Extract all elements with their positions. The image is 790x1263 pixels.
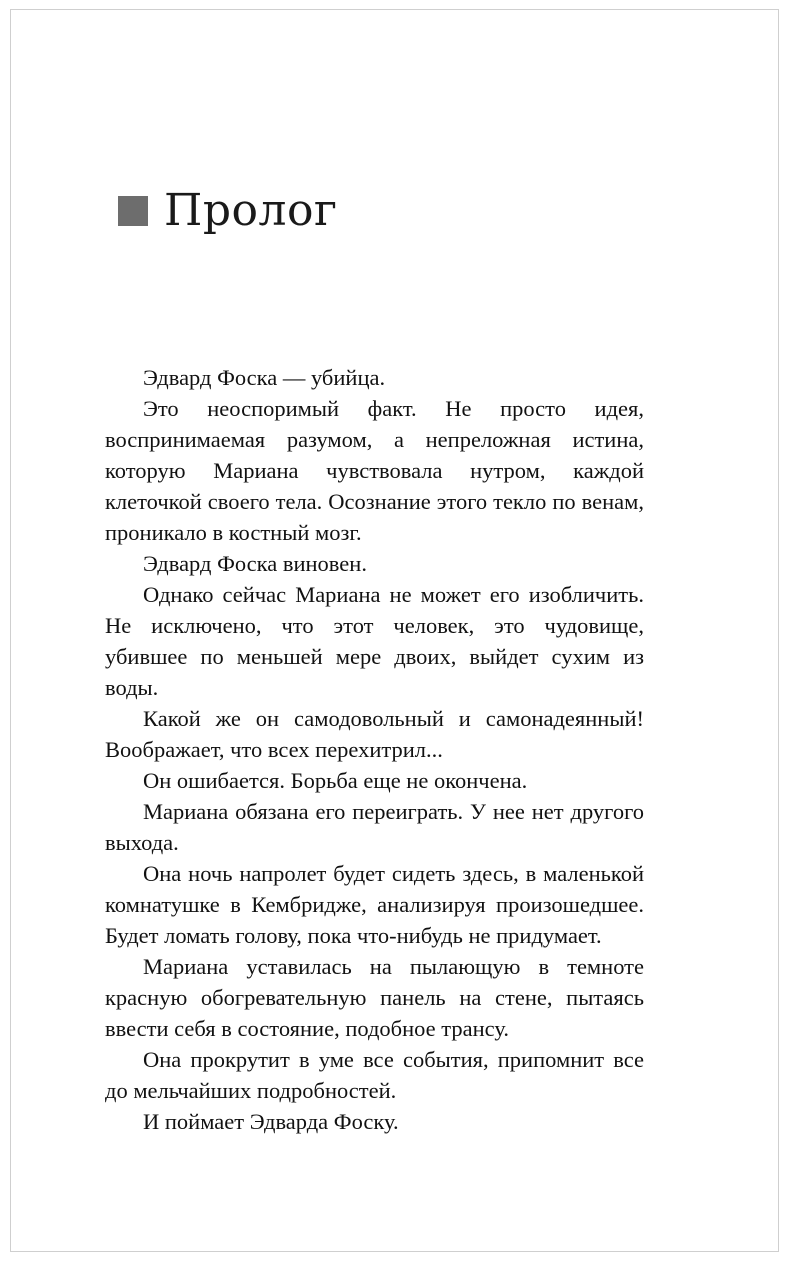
paragraph: Она прокрутит в уме все события, припомнит все до мельчайших подробностей. (105, 1047, 644, 1103)
square-bullet-icon (118, 196, 148, 226)
paragraph: Она ночь напролет будет сидеть здесь, в маленькой комнатушке в Кембридже, анализируя произошедшее. Будет ломать голову, пока что-нибудь не придумает. (105, 861, 644, 948)
chapter-body (105, 362, 644, 1137)
paragraph: Он ошибается. Борьба еще не окончена. (143, 768, 528, 793)
chapter-heading (118, 178, 338, 244)
paragraph: Однако сейчас Мариана не может его изобличить. Не исключено, что этот человек, это чудовище, убившее по меньшей мере двоих, выйдет сухим из воды. (105, 582, 644, 700)
paragraph: Эдвард Фоска виновен. (143, 551, 367, 576)
paragraph: Это неоспоримый факт. Не просто идея, воспринимаемая разумом, а непреложная истина, которую Мариана чувствовала нутром, каждой клеточкой своего тела. Осознание этого текло по венам, проникало в костный мозг. (105, 396, 644, 545)
paragraph: Эдвард Фоска — убийца. (143, 365, 386, 390)
chapter-title: Пролог (164, 185, 338, 236)
paragraph: Какой же он самодовольный и самонадеянный! Воображает, что всех перехитрил... (105, 706, 644, 762)
paragraph: Мариана обязана его переиграть. У нее нет другого выхода. (105, 799, 644, 855)
paragraph: И поймает Эдварда Фоску. (143, 1109, 399, 1134)
paragraph: Мариана уставилась на пылающую в темноте красную обогревательную панель на стене, пытаясь ввести себя в состояние, подобное трансу. (105, 954, 644, 1041)
